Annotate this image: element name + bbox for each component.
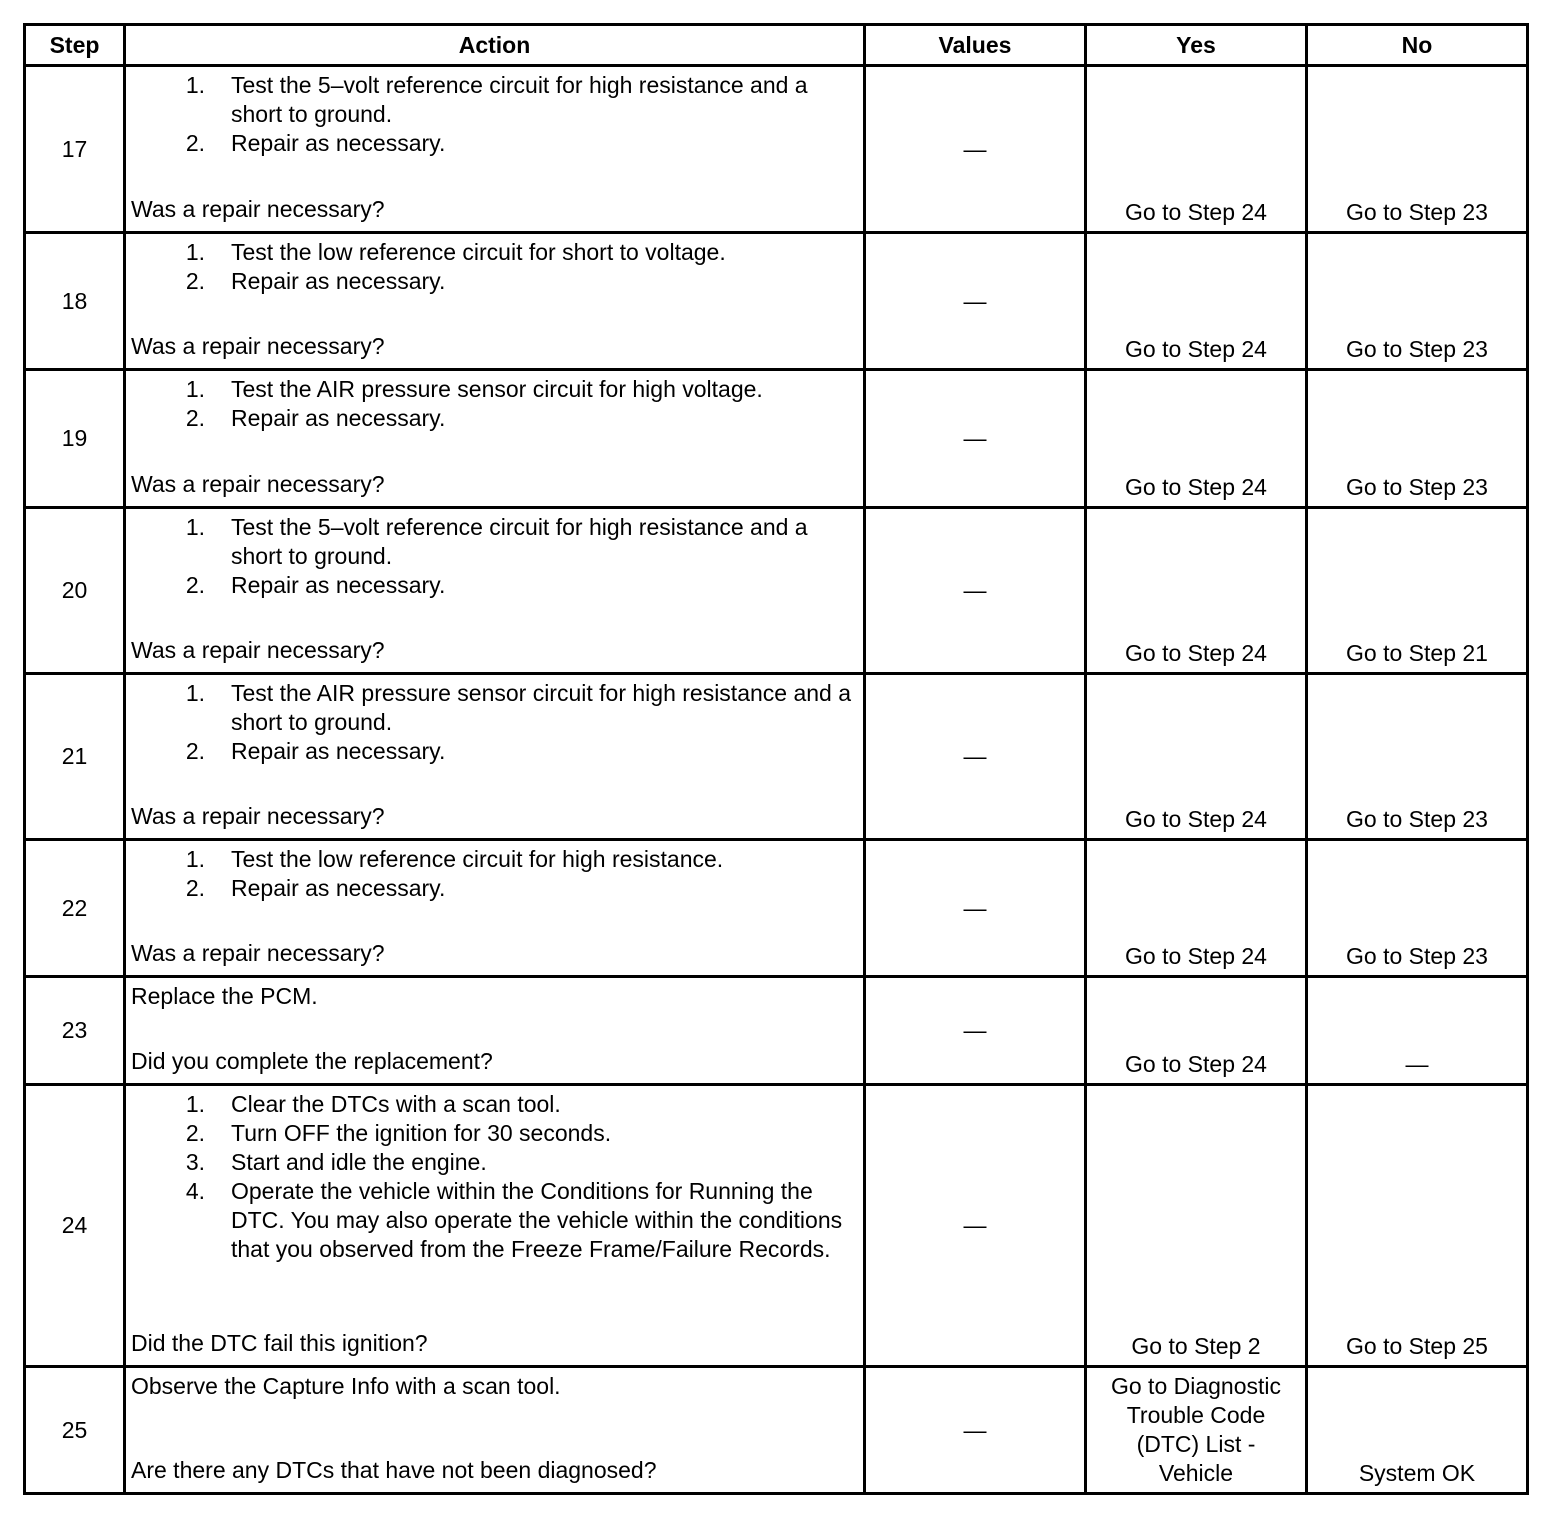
action-step-number: 1. bbox=[185, 514, 205, 540]
action-step-text: Test the 5–volt reference circuit for high resistance and a short to ground. bbox=[231, 72, 808, 127]
yes-cell bbox=[1086, 674, 1307, 840]
action-step-number: 2. bbox=[185, 268, 205, 294]
action-cell bbox=[125, 508, 865, 674]
yes-cell bbox=[1086, 1085, 1307, 1367]
action-step-item bbox=[131, 404, 857, 433]
action-step-item bbox=[131, 267, 857, 296]
action-step-text: Turn OFF the ignition for 30 seconds. bbox=[231, 1120, 612, 1146]
header-values: Values bbox=[865, 25, 1086, 66]
action-question: Was a repair necessary? bbox=[131, 803, 385, 829]
header-yes: Yes bbox=[1086, 25, 1307, 66]
no-cell: Go to Step 23 bbox=[1307, 66, 1528, 233]
yes-outcome: Go to Step 24 bbox=[1125, 640, 1267, 666]
action-step-text: Repair as necessary. bbox=[231, 405, 446, 431]
no-cell: Go to Step 23 bbox=[1307, 840, 1528, 977]
yes-outcome: Go to Step 2 bbox=[1131, 1333, 1261, 1359]
values-cell: — bbox=[865, 233, 1086, 370]
action-step-text: Repair as necessary. bbox=[231, 268, 446, 294]
no-cell: System OK bbox=[1307, 1367, 1528, 1494]
table-row bbox=[25, 1085, 1528, 1367]
no-cell: Go to Step 23 bbox=[1307, 370, 1528, 508]
yes-outcome: Go to Step 24 bbox=[1125, 199, 1267, 225]
action-steps-list bbox=[131, 845, 857, 903]
no-cell: — bbox=[1307, 977, 1528, 1085]
action-steps-list bbox=[131, 1090, 857, 1264]
table-row bbox=[25, 508, 1528, 674]
action-question: Was a repair necessary? bbox=[131, 196, 385, 222]
action-step-text: Repair as necessary. bbox=[231, 738, 446, 764]
action-question: Was a repair necessary? bbox=[131, 940, 385, 966]
action-step-number: 2. bbox=[185, 572, 205, 598]
header-action: Action bbox=[125, 25, 865, 66]
action-steps-list bbox=[131, 238, 857, 296]
action-question: Did the DTC fail this ignition? bbox=[131, 1330, 428, 1356]
diagnostic-steps-table bbox=[23, 23, 1529, 1495]
values-cell: — bbox=[865, 977, 1086, 1085]
yes-cell bbox=[1086, 977, 1307, 1085]
action-step-item bbox=[131, 375, 857, 404]
action-step-number: 1. bbox=[185, 72, 205, 98]
action-step-number: 1. bbox=[185, 239, 205, 265]
table-row bbox=[25, 66, 1528, 233]
action-steps-list bbox=[131, 679, 857, 766]
action-step-number: 2. bbox=[185, 405, 205, 431]
step-number: 18 bbox=[25, 233, 125, 370]
action-question: Was a repair necessary? bbox=[131, 637, 385, 663]
action-step-text: Repair as necessary. bbox=[231, 572, 446, 598]
table-row bbox=[25, 977, 1528, 1085]
action-step-item bbox=[131, 874, 857, 903]
action-step-number: 1. bbox=[185, 680, 205, 706]
action-step-item bbox=[131, 129, 857, 158]
table-row bbox=[25, 1367, 1528, 1494]
yes-outcome: Go to Step 24 bbox=[1125, 806, 1267, 832]
action-step-item bbox=[131, 71, 857, 129]
yes-cell bbox=[1086, 1367, 1307, 1494]
action-step-number: 1. bbox=[185, 376, 205, 402]
action-step-text: Test the AIR pressure sensor circuit for high resistance and a short to ground. bbox=[231, 680, 852, 735]
step-number: 23 bbox=[25, 977, 125, 1085]
action-question: Are there any DTCs that have not been diagnosed? bbox=[131, 1457, 657, 1483]
diagnostic-table-page bbox=[23, 23, 1526, 1495]
action-step-number: 2. bbox=[185, 130, 205, 156]
action-cell bbox=[125, 370, 865, 508]
table-row bbox=[25, 674, 1528, 840]
values-cell: — bbox=[865, 370, 1086, 508]
action-steps-list bbox=[131, 71, 857, 158]
action-steps-list bbox=[131, 513, 857, 600]
action-step-number: 2. bbox=[185, 1120, 205, 1146]
action-step-text: Repair as necessary. bbox=[231, 130, 446, 156]
action-step-item bbox=[131, 1148, 857, 1177]
action-step-item bbox=[131, 1090, 857, 1119]
values-cell: — bbox=[865, 1085, 1086, 1367]
yes-outcome: Go to Diagnostic Trouble Code (DTC) List - Vehicle bbox=[1110, 1373, 1282, 1486]
table-row bbox=[25, 370, 1528, 508]
values-cell: — bbox=[865, 508, 1086, 674]
step-number: 20 bbox=[25, 508, 125, 674]
action-step-item bbox=[131, 571, 857, 600]
yes-outcome: Go to Step 24 bbox=[1125, 1051, 1267, 1077]
action-step-item bbox=[131, 1119, 857, 1148]
action-step-item bbox=[131, 238, 857, 267]
header-row bbox=[25, 25, 1528, 66]
action-step-number: 2. bbox=[185, 875, 205, 901]
action-step-text: Test the low reference circuit for short to voltage. bbox=[231, 239, 726, 265]
action-question: Was a repair necessary? bbox=[131, 471, 385, 497]
action-step-text: Operate the vehicle within the Conditions for Running the DTC. You may also operate the vehicle within the conditions that you observed from the Freeze Frame/Failure Records. bbox=[231, 1178, 843, 1262]
action-step-text: Repair as necessary. bbox=[231, 875, 446, 901]
yes-cell bbox=[1086, 840, 1307, 977]
yes-cell bbox=[1086, 66, 1307, 233]
action-step-item bbox=[131, 1177, 857, 1264]
no-cell: Go to Step 25 bbox=[1307, 1085, 1528, 1367]
header-step: Step bbox=[25, 25, 125, 66]
values-cell: — bbox=[865, 66, 1086, 233]
action-cell bbox=[125, 674, 865, 840]
yes-outcome: Go to Step 24 bbox=[1125, 943, 1267, 969]
action-instruction: Observe the Capture Info with a scan tool. bbox=[131, 1373, 561, 1399]
action-cell bbox=[125, 840, 865, 977]
action-cell bbox=[125, 977, 865, 1085]
step-number: 22 bbox=[25, 840, 125, 977]
action-instruction: Replace the PCM. bbox=[131, 983, 318, 1009]
step-number: 25 bbox=[25, 1367, 125, 1494]
action-step-number: 1. bbox=[185, 1091, 205, 1117]
action-step-text: Test the AIR pressure sensor circuit for high voltage. bbox=[231, 376, 763, 402]
no-cell: Go to Step 23 bbox=[1307, 233, 1528, 370]
action-step-number: 3. bbox=[185, 1149, 205, 1175]
no-cell: Go to Step 23 bbox=[1307, 674, 1528, 840]
action-step-text: Clear the DTCs with a scan tool. bbox=[231, 1091, 561, 1117]
action-step-item bbox=[131, 513, 857, 571]
yes-cell bbox=[1086, 508, 1307, 674]
yes-outcome: Go to Step 24 bbox=[1125, 474, 1267, 500]
action-cell bbox=[125, 66, 865, 233]
action-step-number: 4. bbox=[185, 1178, 205, 1204]
no-cell: Go to Step 21 bbox=[1307, 508, 1528, 674]
action-step-text: Test the low reference circuit for high resistance. bbox=[231, 846, 724, 872]
values-cell: — bbox=[865, 840, 1086, 977]
yes-cell bbox=[1086, 370, 1307, 508]
action-steps-list bbox=[131, 375, 857, 433]
action-cell bbox=[125, 1085, 865, 1367]
yes-cell bbox=[1086, 233, 1307, 370]
step-number: 24 bbox=[25, 1085, 125, 1367]
action-cell bbox=[125, 1367, 865, 1494]
action-step-number: 2. bbox=[185, 738, 205, 764]
action-cell bbox=[125, 233, 865, 370]
action-question: Did you complete the replacement? bbox=[131, 1048, 493, 1074]
action-step-item bbox=[131, 679, 857, 737]
action-question: Was a repair necessary? bbox=[131, 333, 385, 359]
action-step-item bbox=[131, 845, 857, 874]
action-step-text: Test the 5–volt reference circuit for high resistance and a short to ground. bbox=[231, 514, 808, 569]
table-row bbox=[25, 233, 1528, 370]
action-step-number: 1. bbox=[185, 846, 205, 872]
table-row bbox=[25, 840, 1528, 977]
step-number: 21 bbox=[25, 674, 125, 840]
step-number: 17 bbox=[25, 66, 125, 233]
action-step-item bbox=[131, 737, 857, 766]
values-cell: — bbox=[865, 1367, 1086, 1494]
header-no: No bbox=[1307, 25, 1528, 66]
step-number: 19 bbox=[25, 370, 125, 508]
values-cell: — bbox=[865, 674, 1086, 840]
yes-outcome: Go to Step 24 bbox=[1125, 336, 1267, 362]
action-step-text: Start and idle the engine. bbox=[231, 1149, 487, 1175]
